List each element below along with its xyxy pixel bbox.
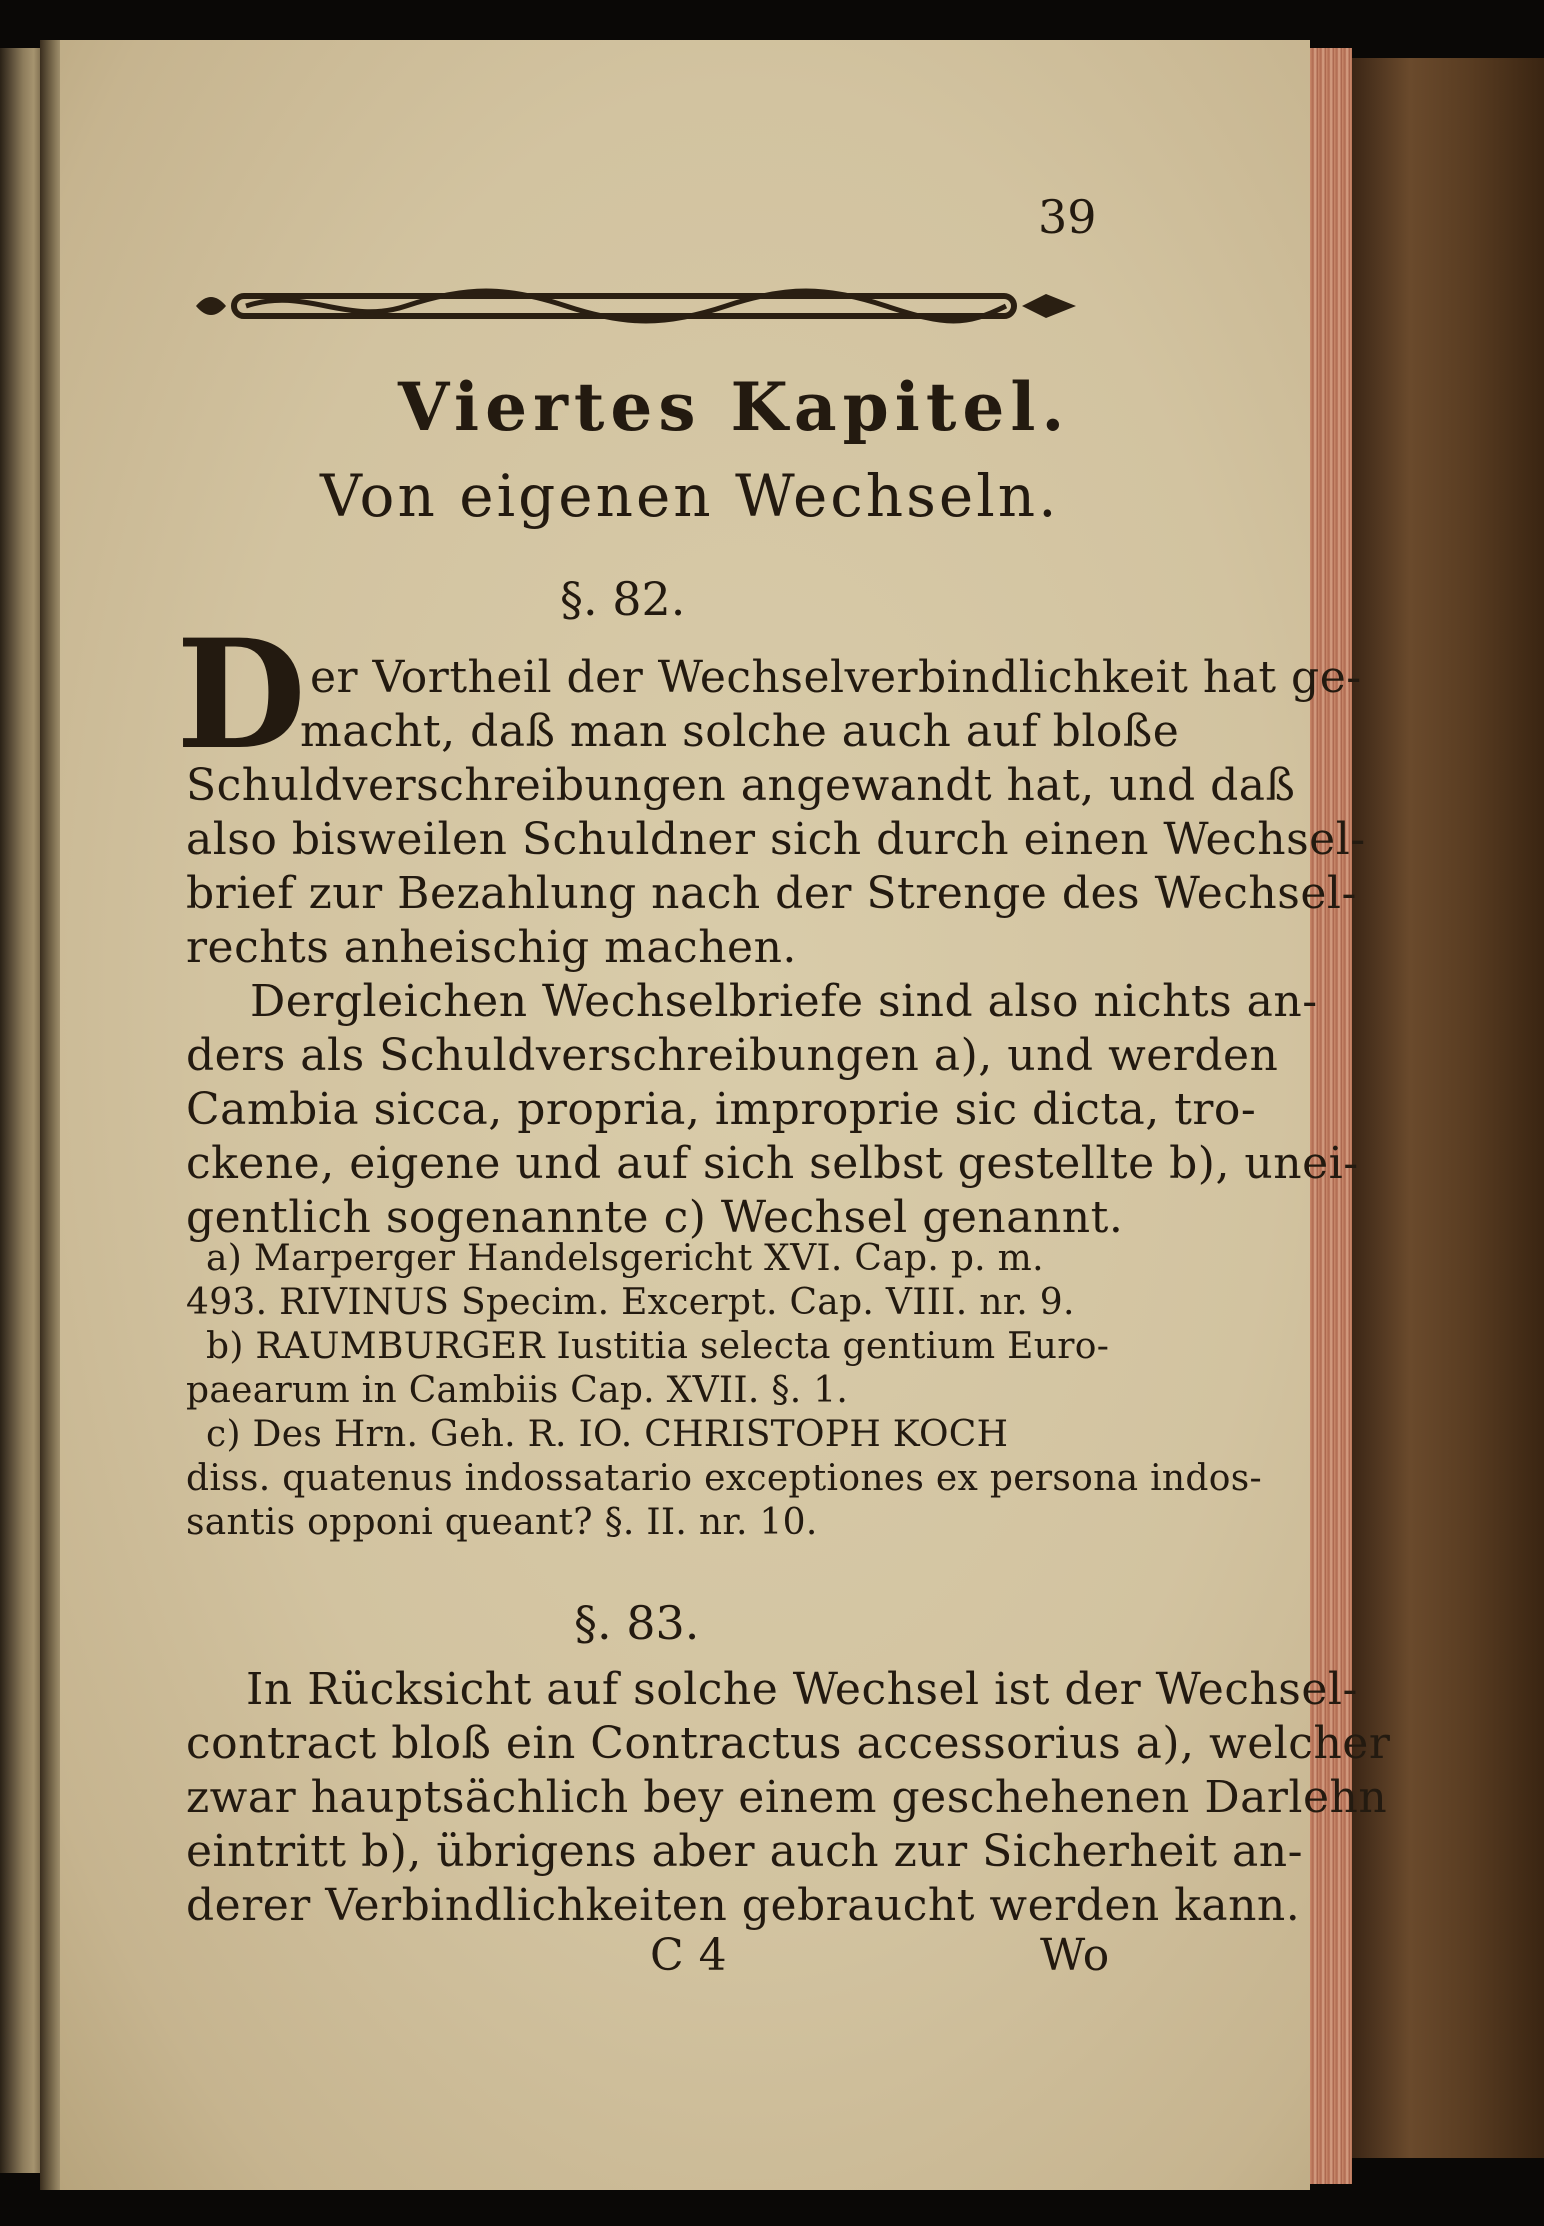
left-page-edge [0,48,42,2173]
footnote-line: c) Des Hrn. Geh. R. IO. CHRISTOPH KOCH [206,1414,1009,1455]
text-line: ckene, eigene und auf sich selbst gestellte b), unei- [186,1138,1359,1189]
text-line: also bisweilen Schuldner sich durch einen Wechsel- [186,814,1366,865]
footnote-line: 493. RIVINUS Specim. Excerpt. Cap. VIII. nr. 9. [186,1282,1075,1323]
text-line: Schuldverschreibungen angewandt hat, und daß [186,760,1296,811]
text-line: er Vortheil der Wechselverbindlichkeit hat ge- [310,652,1362,703]
text-line: zwar hauptsächlich bey einem geschehenen Darlehn [186,1772,1388,1823]
text-line: brief zur Bezahlung nach der Strenge des Wechsel- [186,868,1357,919]
footnote-line: paearum in Cambiis Cap. XVII. §. 1. [186,1370,849,1411]
signature-mark: C 4 [650,1930,728,1981]
text-line: derer Verbindlichkeiten gebraucht werden kann. [186,1880,1301,1931]
text-line: contract bloß ein Contractus accessorius a), welcher [186,1718,1391,1769]
footnote-line: santis opponi queant? §. II. nr. 10. [186,1502,818,1543]
page-edges [1310,48,1352,2184]
chapter-subtitle: Von eigenen Wechseln. [320,462,1060,530]
footnote-line: b) RAUMBURGER Iustitia selecta gentium Euro- [206,1326,1110,1367]
text-line: Dergleichen Wechselbriefe sind also nichts an- [250,976,1318,1027]
footnote-line: diss. quatenus indossatario exceptiones ex persona indos- [186,1458,1262,1499]
book-cover [1352,58,1544,2158]
text-line: rechts anheischig machen. [186,922,797,973]
text-line: ders als Schuldverschreibungen a), und werden [186,1030,1279,1081]
footnote-line: a) Marperger Handelsgericht XVI. Cap. p. m. [206,1238,1044,1279]
chapter-title: Viertes Kapitel. [398,368,1071,446]
section-heading-82: §. 82. [560,572,686,626]
text-line: eintritt b), übrigens aber auch zur Sicherheit an- [186,1826,1303,1877]
text-line: gentlich sogenannte c) Wechsel genannt. [186,1192,1124,1243]
ornament-divider [186,276,1086,336]
page-number: 39 [1038,190,1097,244]
text-line: In Rücksicht auf solche Wechsel ist der Wechsel- [246,1664,1358,1715]
text-line: Cambia sicca, propria, improprie sic dicta, tro- [186,1084,1257,1135]
section-heading-83: §. 83. [574,1596,700,1650]
catchword: Wo [1040,1930,1110,1981]
drop-cap: D [176,607,307,783]
text-line: macht, daß man solche auch auf bloße [300,706,1180,757]
